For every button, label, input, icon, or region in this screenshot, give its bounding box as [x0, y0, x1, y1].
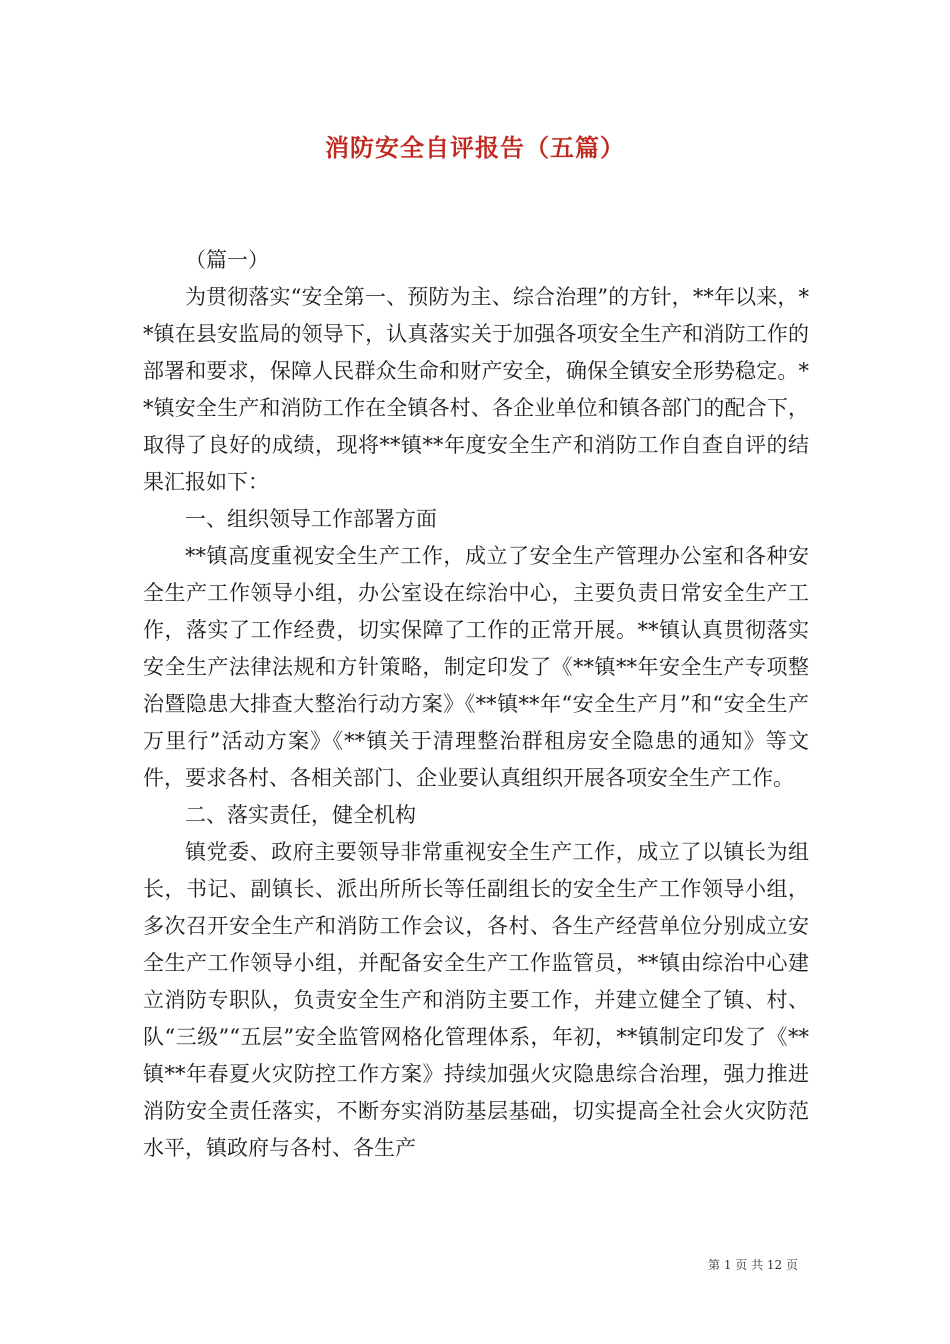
page-number: 第 1 页 共 12 页 — [708, 1258, 798, 1272]
paragraph: 镇党委、政府主要领导非常重视安全生产工作，成立了以镇长为组长，书记、副镇长、派出所所长等任副组长的安全生产工作领导小组，多次召开安全生产和消防工作会议，各村、各生产经营单位分别成立安全生产工作领导小组，并配备安全生产工作监管员，**镇由综治中心建立消防专职队，负责安全生产和消防主要工作，并建立健全了镇、村、队“三级”“五层”安全监管网格化管理体系，年初，**镇制定印发了《**镇**年春夏火灾防控工作方案》持续加强火灾隐患综合治理，强力推进消防安全责任落实，不断夯实消防基层基础，切实提高全社会火灾防范水平，镇政府与各村、各生产 — [143, 840, 809, 1160]
paragraph: 为贯彻落实“安全第一、预防为主、综合治理”的方针，**年以来，**镇在县安监局的领导下，认真落实关于加强各项安全生产和消防工作的部署和要求，保障人民群众生命和财产安全，确保全镇安全形势稳定。**镇安全生产和消防工作在全镇各村、各企业单位和镇各部门的配合下，取得了良好的成绩，现将**镇**年度安全生产和消防工作自查自评的结果汇报如下： — [143, 285, 809, 494]
document-title: 消防安全自评报告（五篇） — [325, 133, 625, 162]
paragraph: **镇高度重视安全生产工作，成立了安全生产管理办公室和各种安全生产工作领导小组，办公室设在综治中心，主要负责日常安全生产工作，落实了工作经费，切实保障了工作的正常开展。**镇认真贯彻落实安全生产法律法规和方针策略，制定印发了《**镇**年安全生产专项整治暨隐患大排查大整治行动方案》《**镇**年“安全生产月”和“安全生产万里行”活动方案》《**镇关于清理整治群租房安全隐患的通知》等文件，要求各村、各相关部门、企业要认真组织开展各项安全生产工作。 — [143, 544, 809, 790]
piece-label: （篇一） — [185, 248, 269, 272]
document-body — [143, 242, 809, 1167]
section-heading: 二、落实责任，健全机构 — [185, 803, 416, 827]
section-heading: 一、组织领导工作部署方面 — [185, 507, 437, 531]
